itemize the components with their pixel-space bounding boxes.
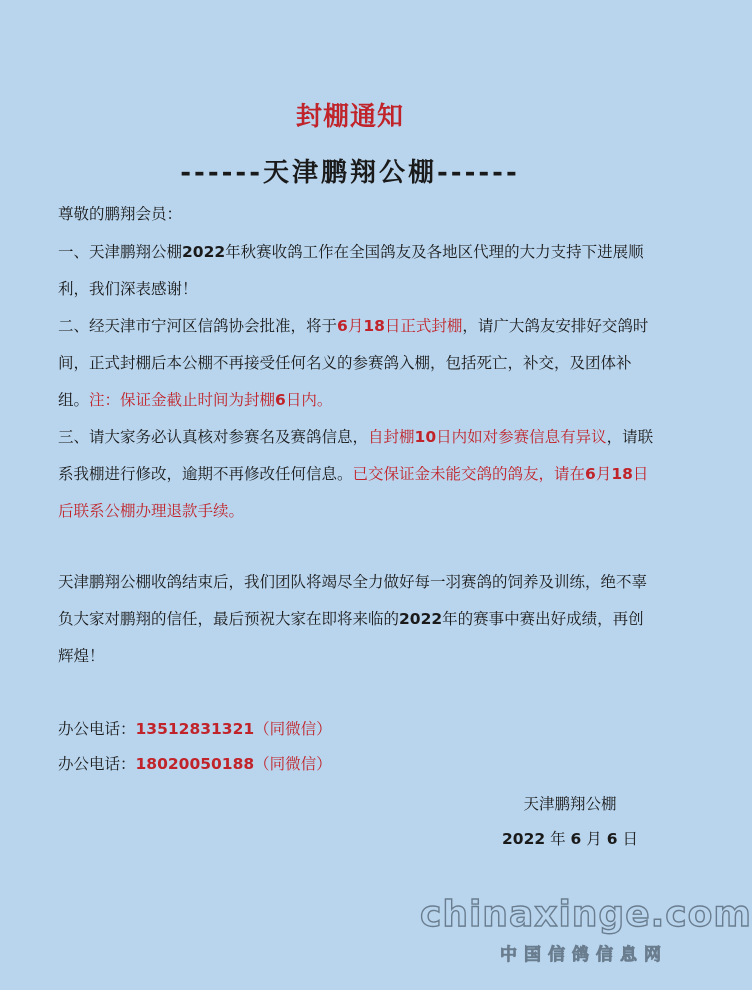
notice-title: 封棚通知 (295, 102, 404, 132)
p3-red-d: 月 (595, 465, 612, 483)
p1-text-b: 年秋赛收鸽工作在全国鸽友及各地区代理的大力支持下进展顺利，我们深表感谢！ (58, 243, 644, 298)
p2-month: 6 (337, 317, 348, 335)
p3-red-a: 自封棚 (368, 428, 415, 446)
phone-label: 办公电话： (58, 720, 136, 738)
phone-line-1 (58, 711, 658, 748)
phone-label: 办公电话： (58, 755, 136, 773)
date-year: 2022 (502, 830, 546, 848)
paragraph-3 (58, 419, 658, 530)
date-year-unit: 年 (550, 830, 566, 848)
p4-text-b: 年的赛事中赛出好成绩，再创辉煌！ (58, 610, 644, 665)
p1-year: 2022 (182, 243, 226, 261)
phone-number-link[interactable]: 18020050188 (135, 755, 255, 773)
phone-note: （同微信） (254, 755, 332, 773)
p2-close-text: 日正式封棚 (384, 317, 463, 335)
paragraph-2 (58, 308, 658, 419)
p3-red-num2: 6 (585, 465, 596, 483)
p3-red-e: 日后联系公棚办理退款手续。 (58, 465, 649, 520)
signature: 天津鹏翔公棚 (523, 795, 617, 813)
date-month: 6 (570, 830, 582, 848)
p2-note-num: 6 (275, 391, 286, 409)
p2-text-b: ，请广大鸽友安排好交鸽时间，正式封棚后本公棚不再接受任何名义的参赛鸽入棚，包括死亡，补交，及团体补组。 (58, 317, 649, 409)
greeting: 尊敬的鹏翔会员： (58, 205, 183, 223)
paragraph-4 (58, 564, 658, 675)
p4-text-a: 天津鹏翔公棚收鸽结束后，我们团队将竭尽全力做好每一羽赛鸽的饲养及训练，绝不辜负大家对鹏翔的信任，最后预祝大家在即将来临的 (58, 573, 648, 628)
p1-text-a: 一、天津鹏翔公棚 (58, 243, 183, 261)
p2-day: 18 (363, 317, 385, 335)
phone-note: （同微信） (254, 720, 332, 738)
p3-red-num: 10 (414, 428, 437, 446)
p3-red-c: 已交保证金未能交鸽的鸽友，请在 (352, 465, 586, 483)
p2-month-unit: 月 (347, 317, 364, 335)
phone-number-link[interactable]: 13512831321 (135, 720, 255, 738)
paragraph-1 (58, 234, 658, 308)
phone-line-2 (58, 746, 658, 783)
watermark-site-name: 中国信鸽信息网 (500, 945, 668, 965)
date-day: 6 (606, 830, 618, 848)
p2-note-end: 日内。 (285, 391, 333, 409)
p3-text-b: ，请联系我棚进行修改，逾期不再修改任何信息。 (58, 428, 654, 483)
p2-note: 注：保证金截止时间为封棚 (89, 391, 276, 409)
date-month-unit: 月 (586, 830, 602, 848)
p3-red-num3: 18 (611, 465, 633, 483)
p3-text-a: 三、请大家务必认真核对参赛名及赛鸽信息， (58, 428, 369, 446)
notice-date (480, 821, 660, 858)
p2-text-a: 二、经天津市宁河区信鸽协会批准，将于 (58, 317, 338, 335)
date-day-unit: 日 (622, 830, 638, 848)
p3-red-b: 日内如对参赛信息有异议 (436, 428, 607, 446)
p4-year: 2022 (399, 610, 443, 628)
notice-subtitle: ------天津鹏翔公棚------ (180, 158, 520, 188)
watermark-logo-text: chinaxinge.com (420, 894, 752, 935)
